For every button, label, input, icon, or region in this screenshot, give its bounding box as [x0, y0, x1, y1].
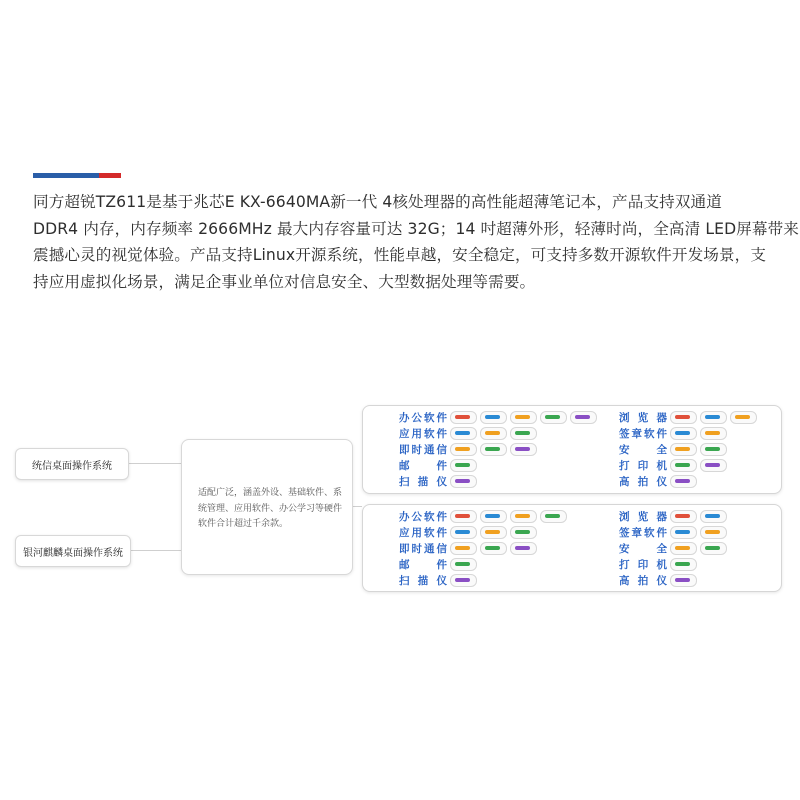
software-logo-icon — [480, 411, 507, 424]
software-logo-icon — [730, 411, 757, 424]
software-logo-group — [450, 574, 477, 587]
software-logo-icon — [540, 510, 567, 523]
category-label: 应用软件 — [399, 526, 447, 539]
category-row — [619, 524, 727, 540]
software-panel-uos — [362, 405, 782, 494]
software-logo-icon — [700, 459, 727, 472]
software-logo-icon — [510, 443, 537, 456]
software-logo-icon — [670, 459, 697, 472]
category-row — [399, 409, 597, 425]
category-label: 安 全 — [619, 443, 667, 456]
category-label: 扫描仪 — [399, 574, 447, 587]
category-label: 浏览器 — [619, 510, 667, 523]
software-logo-icon — [510, 542, 537, 555]
description-box — [181, 439, 353, 575]
category-row — [619, 572, 697, 588]
software-logo-icon — [510, 411, 537, 424]
category-row — [619, 473, 697, 489]
software-logo-group — [670, 542, 727, 555]
category-row — [619, 409, 757, 425]
software-logo-icon — [450, 574, 477, 587]
category-row — [399, 457, 477, 473]
accent-bar — [33, 173, 121, 178]
software-logo-group — [450, 510, 567, 523]
software-logo-icon — [450, 558, 477, 571]
software-logo-group — [670, 443, 727, 456]
software-logo-icon — [450, 542, 477, 555]
category-row — [619, 556, 697, 572]
intro-line: 震撼心灵的视觉体验。产品支持Linux开源系统，性能卓越，安全稳定，可支持多数开源软件开发场景，支 — [33, 246, 767, 265]
category-row — [399, 556, 477, 572]
category-label: 打印机 — [619, 459, 667, 472]
software-logo-group — [450, 558, 477, 571]
software-logo-icon — [570, 411, 597, 424]
software-logo-icon — [480, 526, 507, 539]
category-row — [399, 508, 567, 524]
software-logo-group — [670, 510, 727, 523]
accent-bar-blue — [33, 173, 99, 178]
software-logo-icon — [480, 510, 507, 523]
software-logo-icon — [450, 526, 477, 539]
software-logo-icon — [670, 510, 697, 523]
software-logo-icon — [450, 443, 477, 456]
category-label: 即时通信 — [399, 542, 447, 555]
category-row — [619, 540, 727, 556]
category-row — [399, 425, 537, 441]
category-label: 浏览器 — [619, 411, 667, 424]
category-row — [399, 441, 537, 457]
software-logo-group — [450, 443, 537, 456]
category-label: 安 全 — [619, 542, 667, 555]
software-logo-icon — [700, 542, 727, 555]
software-logo-group — [670, 427, 727, 440]
software-logo-icon — [480, 542, 507, 555]
category-row — [619, 425, 727, 441]
software-logo-group — [670, 475, 697, 488]
software-logo-group — [450, 542, 537, 555]
software-logo-group — [670, 574, 697, 587]
intro-line: 持应用虚拟化场景，满足企事业单位对信息安全、大型数据处理等需要。 — [33, 272, 536, 291]
software-logo-icon — [510, 526, 537, 539]
software-logo-icon — [700, 510, 727, 523]
software-logo-group — [670, 459, 727, 472]
os-kylin-box: 银河麒麟桌面操作系统 — [15, 535, 131, 567]
software-logo-icon — [480, 443, 507, 456]
category-label: 邮 件 — [399, 459, 447, 472]
software-logo-group — [450, 411, 597, 424]
software-logo-icon — [700, 411, 727, 424]
software-logo-icon — [670, 443, 697, 456]
category-label: 签章软件 — [619, 427, 667, 440]
software-logo-icon — [480, 427, 507, 440]
software-logo-icon — [450, 475, 477, 488]
software-logo-icon — [510, 510, 537, 523]
category-label: 应用软件 — [399, 427, 447, 440]
accent-bar-red — [99, 173, 121, 178]
intro-paragraph — [33, 189, 799, 295]
category-row — [619, 508, 727, 524]
software-logo-group — [450, 475, 477, 488]
connector-line — [127, 463, 181, 464]
software-logo-icon — [670, 574, 697, 587]
category-label: 高拍仪 — [619, 475, 667, 488]
software-logo-icon — [670, 427, 697, 440]
connector-line — [129, 550, 181, 551]
software-logo-group — [670, 558, 697, 571]
software-logo-icon — [450, 459, 477, 472]
intro-line: DDR4 内存，内存频率 2666MHz 最大内存容量可达 32G；14 吋超薄外形，轻薄时尚，全高清 LED屏幕带来 — [33, 219, 799, 238]
software-logo-icon — [670, 558, 697, 571]
software-logo-group — [670, 526, 727, 539]
software-logo-icon — [700, 427, 727, 440]
category-row — [399, 572, 477, 588]
software-logo-group — [450, 459, 477, 472]
software-logo-icon — [670, 526, 697, 539]
category-label: 高拍仪 — [619, 574, 667, 587]
software-logo-icon — [510, 427, 537, 440]
software-logo-icon — [700, 443, 727, 456]
software-logo-icon — [450, 411, 477, 424]
category-label: 签章软件 — [619, 526, 667, 539]
category-row — [399, 473, 477, 489]
software-panel-kylin — [362, 504, 782, 592]
category-row — [619, 457, 727, 473]
software-logo-icon — [670, 542, 697, 555]
category-label: 扫描仪 — [399, 475, 447, 488]
software-logo-group — [450, 427, 537, 440]
software-logo-icon — [450, 427, 477, 440]
software-logo-group — [670, 411, 757, 424]
category-row — [619, 441, 727, 457]
category-row — [399, 540, 537, 556]
category-label: 办公软件 — [399, 510, 447, 523]
category-label: 即时通信 — [399, 443, 447, 456]
software-logo-icon — [540, 411, 567, 424]
os-uos-box: 统信桌面操作系统 — [15, 448, 129, 480]
software-logo-icon — [670, 411, 697, 424]
category-row — [399, 524, 537, 540]
category-label: 邮 件 — [399, 558, 447, 571]
intro-line: 同方超锐TZ611是基于兆芯E KX-6640MA新一代 4核处理器的高性能超薄笔记本，产品支持双通道 — [33, 193, 722, 211]
software-logo-icon — [670, 475, 697, 488]
software-logo-icon — [700, 526, 727, 539]
software-logo-icon — [450, 510, 477, 523]
category-label: 办公软件 — [399, 411, 447, 424]
category-label: 打印机 — [619, 558, 667, 571]
description-text: 适配广泛，涵盖外设、基础软件、系统管理、应用软件、办公学习等硬件软件合计超过千余款。 — [198, 488, 343, 529]
software-logo-group — [450, 526, 537, 539]
